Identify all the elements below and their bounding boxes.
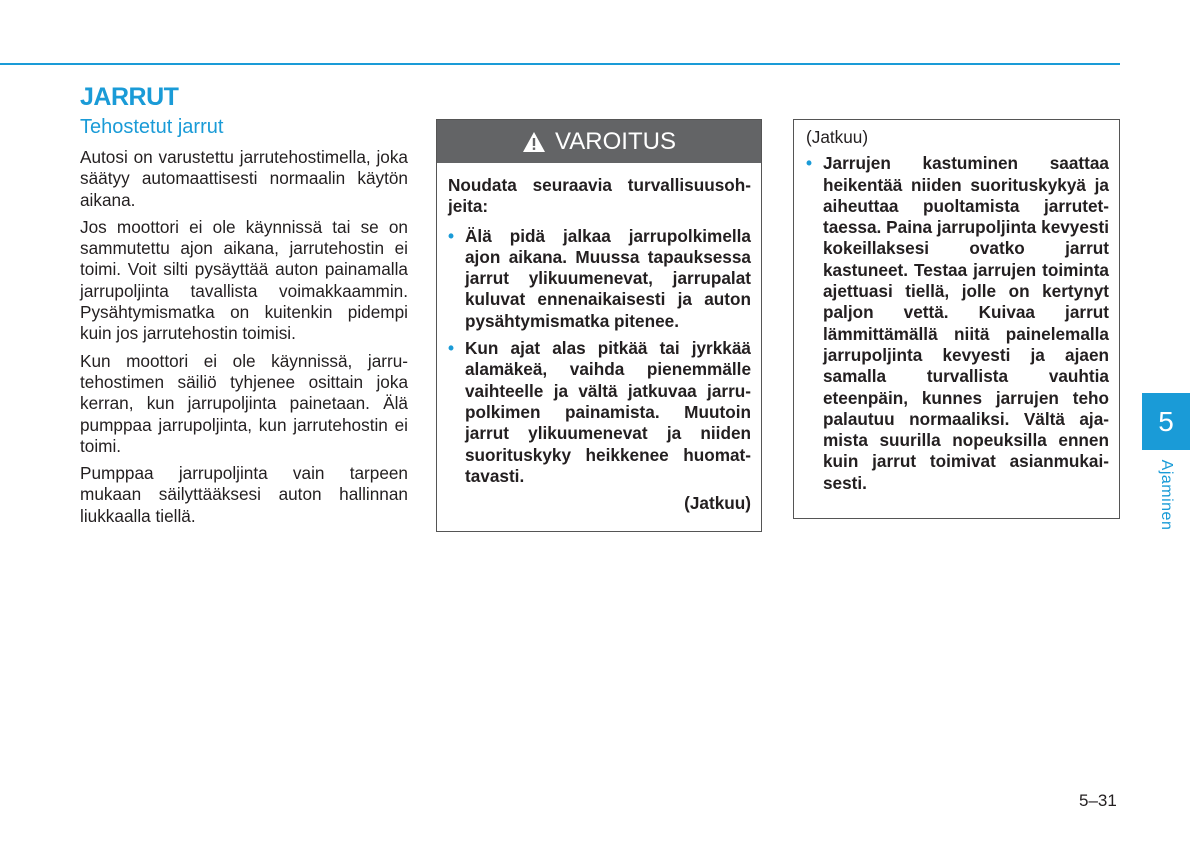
warning-body xyxy=(437,163,761,514)
warning-item-text: Kun ajat alas pitkää tai jyrkkää alamäkeä, vaihda pienemmälle vaihteelle ja vältä jatkuvaa jarrupolkimen painamista. Muutoin jarrut ylikuumenevat ja niiden suorituskyky heikkenee huomattavasti. xyxy=(465,338,751,486)
warning-triangle-icon xyxy=(522,131,546,153)
bullet-icon: • xyxy=(448,338,455,359)
top-rule xyxy=(0,63,1120,65)
intro-paragraph: Pumppaa jarrupoljinta vain tarpeen mukaan säilyttääksesi auton hallinnan liukkaalla tiellä. xyxy=(80,463,408,526)
continued-label: (Jatkuu) xyxy=(684,493,751,514)
intro-text xyxy=(80,147,408,533)
page-number: 5–31 xyxy=(1079,791,1117,810)
intro-paragraph: Kun moottori ei ole käynnissä, jarrutehostimen säiliö tyhjenee osittain joka kerran, kun jarrupoljinta painetaan. Älä pumppaa jarrupoljinta, kun jarrutehostin ei toimi. xyxy=(80,350,408,456)
chapter-name: Ajaminen xyxy=(1158,459,1175,531)
warning-item xyxy=(448,338,751,487)
continuation-body xyxy=(794,120,1119,494)
subsection-title: Tehostetut jarrut xyxy=(80,116,224,138)
continuation-box xyxy=(793,119,1120,519)
warning-item xyxy=(448,226,751,332)
continuation-item-text: Jarrujen kastuminen saattaa heikentää niiden suorituskykyä ja aiheuttaa puoltamista jarrutettaessa. Paina jarrupoljinta kevyesti kokeillaksesi ovatko jarrut kastuneet. Testaa jarrujen toiminta ajettuasi tiellä, jolle on kertynyt paljon vettä. Kuivaa jarrut lämmittämällä niitä painelemalla jarrupoljinta kevyesti ja ajaen samalla turvallista vauhtia eteenpäin, kunnes jarrujen teho palautuu normaaliksi. Vältä ajamista suurilla nopeuksilla ennen kuin jarrut toimivat asianmukaisesti. xyxy=(823,153,1109,493)
continuation-item xyxy=(806,153,1109,494)
chapter-tab[interactable]: 5 xyxy=(1142,393,1190,450)
bullet-icon: • xyxy=(448,225,455,246)
warning-item-text: Älä pidä jalkaa jarrupolkimella ajon aikana. Muussa tapauksessa jarrut ylikuumenevat, jarrupalat kuluvat ennenaikaisesti ja auton pysähtymismatka pitenee. xyxy=(465,225,751,331)
warning-list xyxy=(448,226,751,488)
warning-title: VAROITUS xyxy=(555,127,676,155)
continuation-list xyxy=(806,153,1109,494)
intro-paragraph: Jos moottori ei ole käynnissä tai se on sammutettu ajon aikana, jarrutehostin ei toimi. Voit silti pysäyttää auton painamalla jarrupoljinta tavallista voimakkaammin. Pysähtymismatka on kuitenkin pidempi kuin jos jarrutehostin toimisi. xyxy=(80,216,408,344)
section-title: JARRUT xyxy=(80,83,179,111)
continuation-label: (Jatkuu) xyxy=(806,127,869,147)
intro-paragraph: Autosi on varustettu jarrutehostimella, joka säätyy automaattisesti normaalin käytön aikana. xyxy=(80,147,408,210)
warning-header xyxy=(437,120,761,163)
warning-box xyxy=(436,119,762,532)
bullet-icon: • xyxy=(806,153,813,174)
warning-lead: Noudata seuraavia turvallisuusohjeita: xyxy=(448,175,751,217)
